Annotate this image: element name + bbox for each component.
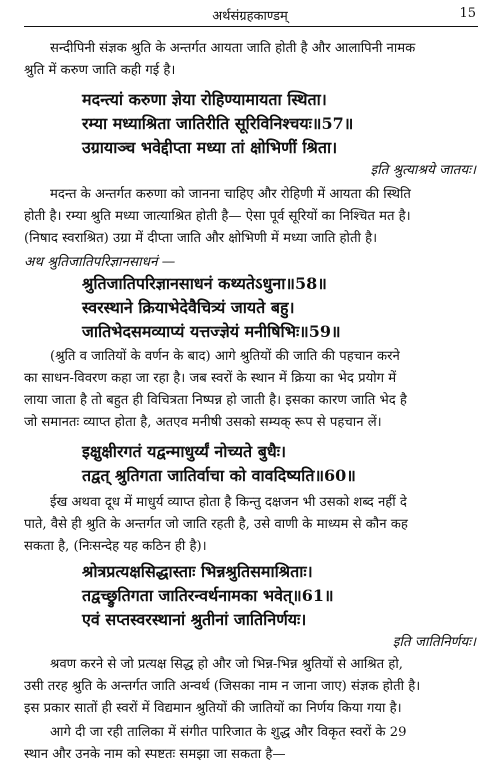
section-colophon-2: इति जातिनिर्णयः। [392,634,476,650]
header-rule [24,26,478,27]
text-line: श्रवण करने से जो प्रत्यक्ष सिद्ध हो और जो भिन्न-भिन्न श्रुतियों से आश्रित हो, [50,657,403,672]
verse-line: श्रोत्रप्रत्यक्षसिद्धास्ताः भिन्नश्रुतिसमाश्रिताः। [82,562,313,581]
paragraph-explanation-3 [24,492,476,558]
paragraph-explanation-1 [24,184,476,250]
paragraph-table-intro [24,722,476,766]
paragraph-explanation-2 [24,346,476,434]
text-line: का साधन-विवरण कहा जा रहा है। जब स्वरों के स्थान में क्रिया का भेद प्रयोग में [24,371,397,386]
verse-line: श्रुतिजातिपरिज्ञानसाधनं कथ्यतेऽधुना॥58॥ [82,274,327,293]
section-colophon-1: इति श्रुत्याश्रये जातयः। [370,162,476,178]
verse-line: रम्या मध्याश्रिता जातिरीति सूरिविनिश्चयः॥57॥ [82,114,354,133]
paragraph-intro [24,38,476,82]
page-number: 15 [459,6,476,21]
text-line: होती है। रम्या श्रुति मध्या जात्याश्रित होती है— ऐसा पूर्व सूरियों का निश्चित मत है। [24,209,411,224]
text-line: सन्दीपिनी संज्ञक श्रुति के अन्तर्गत आयता जाति होती है और आलापिनी नामक [50,41,416,56]
text-line: सकता है, (निःसन्देह यह कठिन ही है)। [24,539,207,554]
text-line: पाते, वैसे ही श्रुति के अन्तर्गत जो जाति रहती है, उसे वाणी के माध्यम से कौन कह [24,517,408,532]
text-line: जो समानतः व्याप्त होता है, अतएव मनीषी उसको सम्यक् रूप से पहचान लें। [24,415,382,430]
verse-line: एवं सप्तस्वरस्थानां श्रुतीनां जातिनिर्णयः। [82,610,307,629]
text-line: उसी तरह श्रुति के अन्तर्गत जाति अन्वर्थ (जिसका नाम न जाना जाए) संज्ञक होती है। [24,679,421,694]
verse-60 [82,440,462,488]
running-title: अर्थसंग्रहकाण्डम् [212,9,288,24]
paragraph-explanation-4 [24,654,476,720]
verse-line: मदन्त्यां करुणा ज्ञेया रोहिण्यामायता स्थिता। [82,90,327,109]
text-line: स्थान और उनके नाम को स्पष्टतः समझा जा सकता है— [24,747,286,762]
text-line: आगे दी जा रही तालिका में संगीत पारिजात के शुद्ध और विकृत स्वरों के 29 [50,725,407,740]
verse-line: तद्वत् श्रुतिगता जातिर्वाचा को वावदिष्यति॥60॥ [82,466,356,485]
verse-line: स्वरस्थाने क्रियाभेदेवैचित्र्यं जायते बहु। [82,298,295,317]
text-line: (श्रुति व जातियों के वर्णन के बाद) आगे श्रुतियों की जाति की पहचान करने [50,349,400,364]
verse-line: जातिभेदसमव्याप्यं यत्तज्ज्ञेयं मनीषिभिः॥59॥ [82,322,341,341]
text-line: श्रुति में करुण जाति कही गई है। [24,63,176,78]
verse-line: इक्षुक्षीरगतं यद्वन्माधुर्य्यं नोच्यते बुधैः। [82,442,287,461]
text-line: मदन्त के अन्तर्गत करुणा को जानना चाहिए और रोहिणी में आयता की स्थिति [50,187,411,202]
verse-line: उग्रायाञ्च भवेद्दीप्ता मध्या तां क्षोभिणीं श्रिता। [82,138,338,157]
verse-61 [82,560,462,632]
text-line: (निषाद स्वराश्रित) उग्रा में दीप्ता जाति और क्षोभिणी में मध्या जाति होती है। [24,231,378,246]
verse-58-59 [82,272,462,344]
verse-57 [82,88,462,160]
text-line: इस प्रकार सातों ही स्वरों में विद्यमान श्रुतियों की जातियों का निर्णय किया गया है। [24,701,402,716]
text-line: ईख अथवा दूध में माधुर्य व्याप्त होता है किन्तु दक्षजन भी उसको शब्द नहीं दे [50,495,407,510]
verse-line: तद्वच्छ्रुतिगता जातिरन्वर्थनामका भवेत्॥61॥ [82,586,334,605]
text-line: लाया जाता है तो बहुत ही विचित्रता निष्पन्न हो जाती है। इसका कारण जाति भेद है [24,393,407,408]
section-heading: अथ श्रुतिजातिपरिज्ञानसाधनं — [24,254,176,270]
